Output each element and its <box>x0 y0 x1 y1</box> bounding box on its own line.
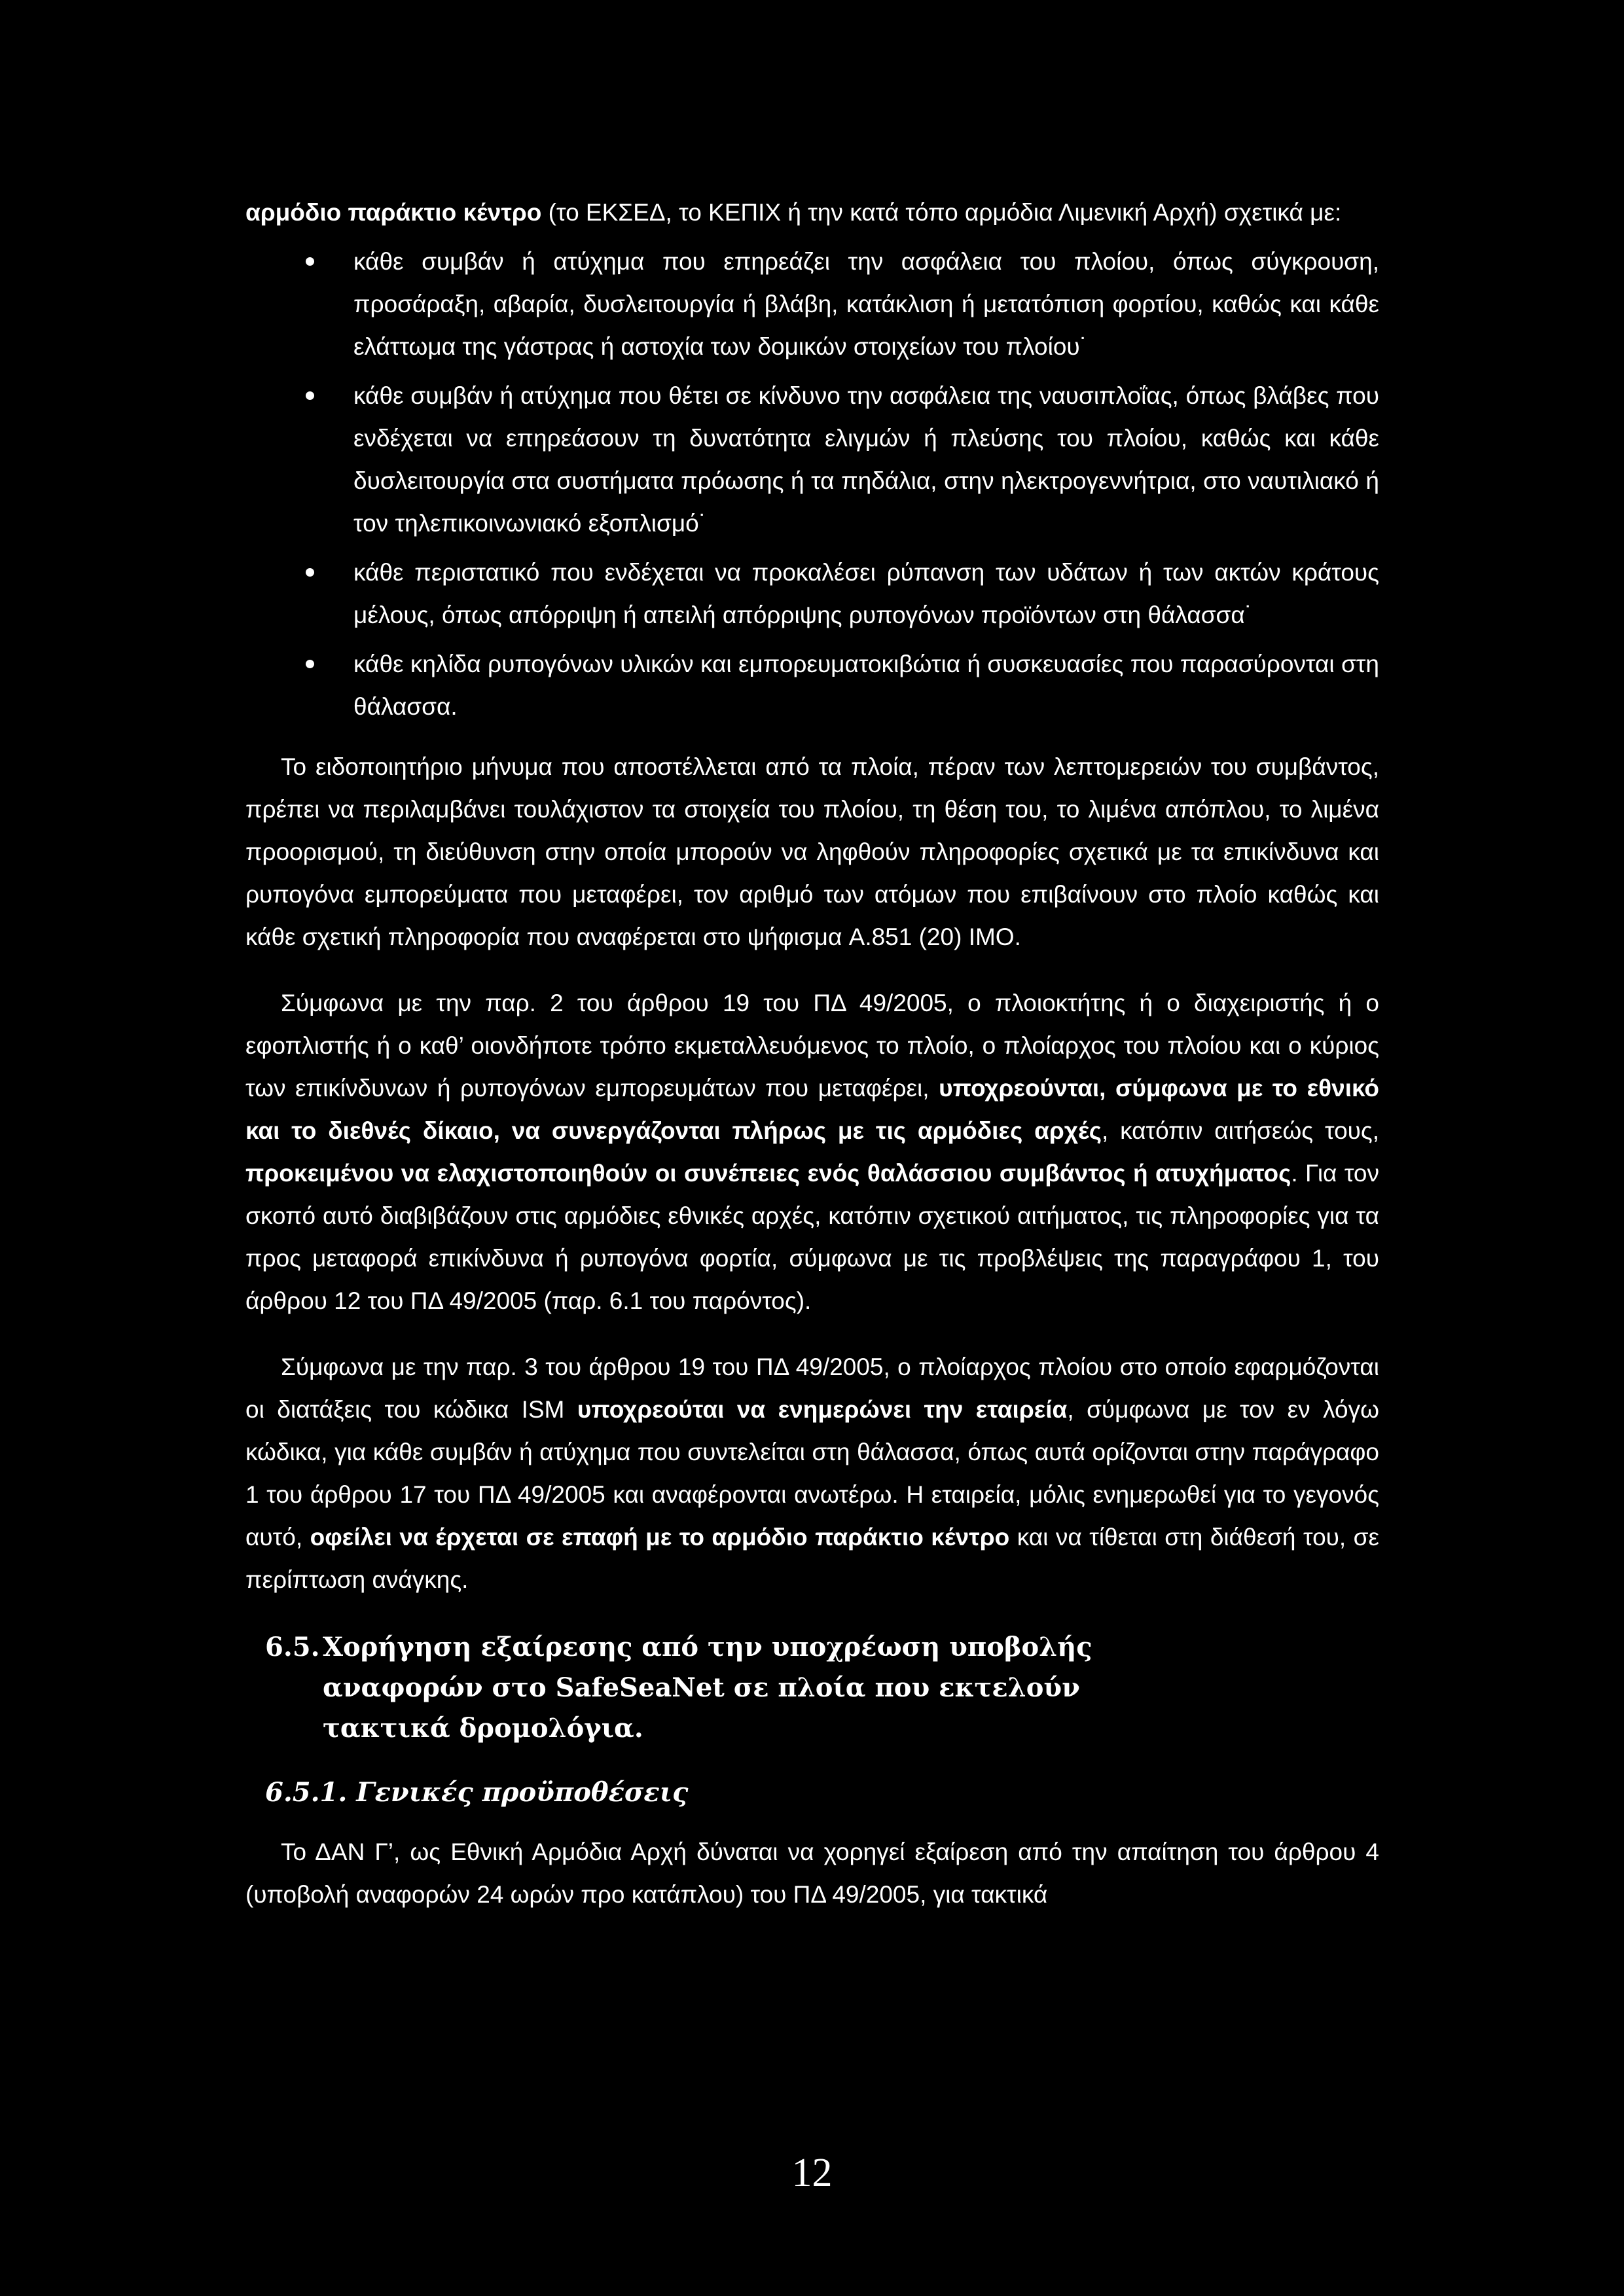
incident-list <box>245 240 1379 728</box>
intro-paragraph <box>245 191 1379 234</box>
bullet-icon <box>306 391 314 400</box>
intro-text: (το ΕΚΣΕΔ, το ΚΕΠΙΧ ή την κατά τόπο αρμόδια Λιμενική Αρχή) σχετικά με: <box>541 199 1342 226</box>
page-body <box>245 191 1379 1916</box>
section-number: 6.5. <box>265 1632 320 1662</box>
page-number: 12 <box>791 2151 833 2195</box>
bold-contact: οφείλει να έρχεται σε επαφή με το αρμόδιο παράκτιο κέντρο <box>310 1524 1010 1551</box>
intro-bold: αρμόδιο παράκτιο κέντρο <box>245 199 542 226</box>
bold-obligation: υποχρεούνται, σύμφωνα με το εθνικό και το διεθνές δίκαιο, να συνεργάζονται πλήρως με τις αρμόδιες αρχές <box>245 1075 1379 1144</box>
bullet-icon <box>306 568 314 577</box>
article-19-3-paragraph: Σύμφωνα με την παρ. 3 του άρθρου 19 του ΠΔ 49/2005, ο πλοίαρχος πλοίου στο οποίο εφαρμόζονται οι διατάξεις του κώδικα ISM υποχρεούται να ενημερώνει την εταιρεία, σύμφωνα με τον εν λόγω κώδικα, για κάθε συμβάν ή ατύχημα που συντελείται στη θάλασσα, όπως αυτά ορίζονται στην παράγραφο 1 του άρθρου 17 του ΠΔ 49/2005 και αναφέρονται ανωτέρω. Η εταιρεία, μόλις ενημερωθεί για το γεγονός αυτό, οφείλει να έρχεται σε επαφή με το αρμόδιο παράκτιο κέντρο και να τίθεται στη διάθεσή του, σε περίπτωση ανάγκης. <box>245 1354 1380 1593</box>
list-item: κάθε συμβάν ή ατύχημα που θέτει σε κίνδυνο την ασφάλεια της ναυσιπλοΐας, όπως βλάβες που ενδέχεται να επηρεάσουν τη δυνατότητα ελιγμών ή πλεύσης του πλοίου, καθώς και κάθε δυσλειτουργία στα συστήματα πρόωσης ή τα πηδάλια, στην ηλεκτρογεννήτρια, στο ναυτιλιακό ή τον τηλεπικοινωνιακό εξοπλισμό˙ <box>245 374 1379 545</box>
bullet-icon <box>306 660 314 668</box>
list-item: κάθε κηλίδα ρυπογόνων υλικών και εμπορευματοκιβώτια ή συσκευασίες που παρασύρονται στη θάλασσα. <box>245 643 1379 728</box>
bold-inform: υποχρεούται να ενημερώνει την εταιρεία <box>577 1396 1068 1423</box>
bullet-icon <box>306 257 314 266</box>
bold-purpose: προκειμένου να ελαχιστοποιηθούν οι συνέπειες ενός θαλάσσιου συμβάντος ή ατυχήματος <box>245 1160 1291 1187</box>
exemption-paragraph: Το ΔΑΝ Γ’, ως Εθνική Αρμόδια Αρχή δύναται να χορηγεί εξαίρεση από την απαίτηση του άρθρου 4 (υποβολή αναφορών 24 ωρών προ κατάπλου) του ΠΔ 49/2005, για τακτικά <box>245 1839 1379 1908</box>
section-title: Χορήγηση εξαίρεσης από την υποχρέωση υποβολής αναφορών στο SafeSeaNet σε πλοία που εκτελούν τακτικά δρομολόγια. <box>323 1632 1092 1744</box>
list-item: κάθε περιστατικό που ενδέχεται να προκαλέσει ρύπανση των υδάτων ή των ακτών κράτους μέλους, όπως απόρριψη ή απειλή απόρριψης ρυπογόνων προϊόντων στη θάλασσα˙ <box>245 551 1379 636</box>
list-item: κάθε συμβάν ή ατύχημα που επηρεάζει την ασφάλεια του πλοίου, όπως σύγκρουση, προσάραξη, αβαρία, δυσλειτουργία ή βλάβη, κατάκλιση ή μετατόπιση φορτίου, καθώς και κάθε ελάττωμα της γάστρας ή αστοχία των δομικών στοιχείων του πλοίου˙ <box>245 240 1379 368</box>
section-heading <box>245 1627 1379 1749</box>
subsection-heading: 6.5.1. Γενικές προϋποθέσεις <box>265 1777 689 1808</box>
article-19-2-paragraph: Σύμφωνα με την παρ. 2 του άρθρου 19 του ΠΔ 49/2005, ο πλοιοκτήτης ή ο διαχειριστής ή ο εφοπλιστής ή ο καθ’ οιονδήποτε τρόπο εκμεταλλευόμενος το πλοίο, ο πλοίαρχος του πλοίου και ο κύριος των επικίνδυνων ή ρυπογόνων εμπορευμάτων που μεταφέρει, υποχρεούνται, σύμφωνα με το εθνικό και το διεθνές δίκαιο, να συνεργάζονται πλήρως με τις αρμόδιες αρχές, κατόπιν αιτήσεώς τους, προκειμένου να ελαχιστοποιηθούν οι συνέπειες ενός θαλάσσιου συμβάντος ή ατυχήματος. Για τον σκοπό αυτό διαβιβάζουν στις αρμόδιες εθνικές αρχές, κατόπιν σχετικού αιτήματος, τις πληροφορίες για τα προς μεταφορά επικίνδυνα ή ρυπογόνα φορτία, σύμφωνα με τις προβλέψεις της παραγράφου 1, του άρθρου 12 του ΠΔ 49/2005 (παρ. 6.1 του παρόντος). <box>245 990 1379 1314</box>
notification-paragraph: Το ειδοποιητήριο μήνυμα που αποστέλλεται από τα πλοία, πέραν των λεπτομερειών του συμβάντος, πρέπει να περιλαμβάνει τουλάχιστον τα στοιχεία του πλοίου, τη θέση του, το λιμένα απόπλου, το λιμένα προορισμού, τη διεύθυνση στην οποία μπορούν να ληφθούν πληροφορίες σχετικά με τα επικίνδυνα και ρυπογόνα εμπορεύματα που μεταφέρει, τον αριθμό των ατόμων που επιβαίνουν στο πλοίο καθώς και κάθε σχετική πληροφορία που αναφέρεται στο ψήφισμα A.851 (20) IMO. <box>245 753 1379 950</box>
